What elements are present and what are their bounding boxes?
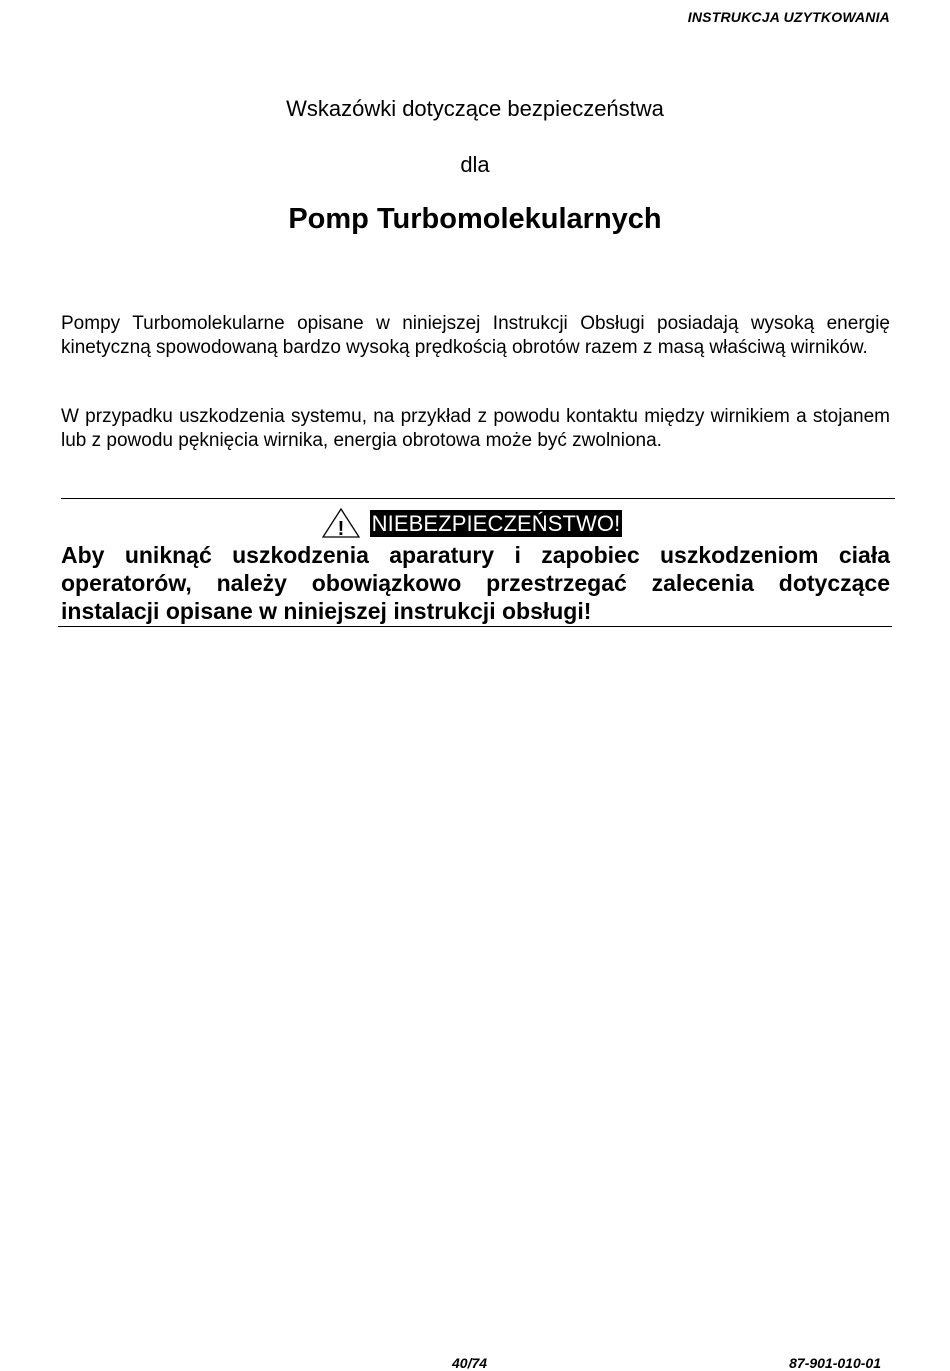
paragraph-system-damage: W przypadku uszkodzenia systemu, na przykład z powodu kontaktu między wirnikiem a stojanem lub z powodu pęknięcia wirnika, energia obrotowa może być zwolniona. — [61, 406, 890, 451]
danger-label: NIEBEZPIECZEŃSTWO! — [371, 510, 621, 536]
document-code: 87-901-010-01 — [789, 1355, 881, 1371]
danger-header — [0, 508, 950, 538]
warning-symbol: ! — [337, 518, 344, 538]
danger-warning-text: Aby uniknąć uszkodzenia aparatury i zapobiec uszkodzeniom ciała operatorów, należy obowiązkowo przestrzegać zalecenia dotyczące instalacji opisane w niniejszej instrukcji obsługi! — [61, 542, 890, 624]
warning-triangle-icon — [322, 508, 360, 538]
running-header: INSTRUKCJA UZYTKOWANIA — [687, 9, 890, 25]
divider-bottom — [58, 626, 892, 627]
divider-top — [61, 498, 895, 499]
page-number: 40/74 — [452, 1355, 488, 1371]
paragraph-kinetic-energy: Pompy Turbomolekularne opisane w niniejszej Instrukcji Obsługi posiadają wysoką energię kinetyczną spowodowaną bardzo wysoką prędkością obrotów razem z masą właściwą wirników. — [61, 313, 890, 358]
page-title: Pomp Turbomolekularnych — [288, 203, 662, 235]
heading-safety-guidelines: Wskazówki dotyczące bezpieczeństwa — [286, 96, 664, 121]
heading-for: dla — [460, 152, 490, 177]
